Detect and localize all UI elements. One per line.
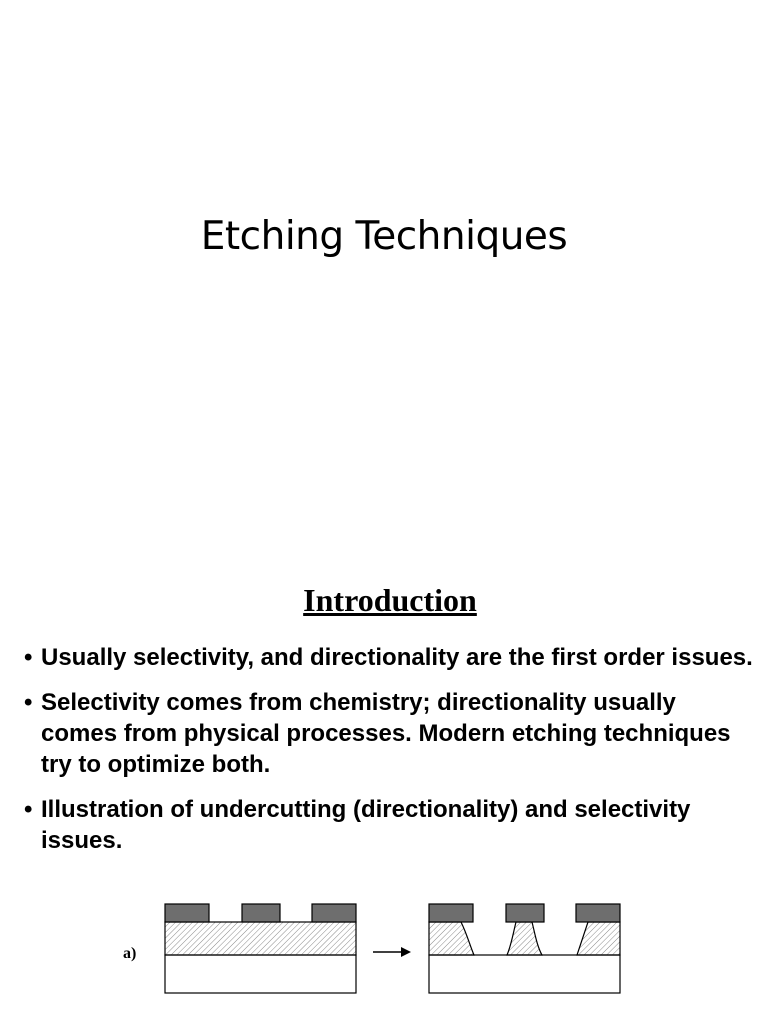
bullet-marker: • — [24, 796, 33, 823]
substrate-layer — [165, 955, 356, 993]
etched-film-right — [577, 922, 620, 955]
substrate-layer — [429, 955, 620, 993]
bullet-item — [24, 794, 754, 856]
mask-block — [165, 904, 209, 922]
mask-block — [506, 904, 544, 922]
bullet-marker: • — [24, 689, 33, 716]
bullet-item — [24, 687, 754, 780]
bullet-text: Selectivity comes from chemistry; directionality usually comes from physical processes. Modern etching techniques try to optimize both. — [41, 689, 731, 778]
mask-block — [429, 904, 473, 922]
mask-block — [576, 904, 620, 922]
arrow-icon — [373, 947, 411, 957]
bullet-text: Illustration of undercutting (directionality) and selectivity issues. — [41, 796, 691, 854]
etched-film-center — [507, 922, 542, 955]
etching-illustration — [0, 895, 768, 1005]
bullet-text: Usually selectivity, and directionality are the first order issues. — [41, 644, 753, 671]
etched-film-left — [429, 922, 474, 955]
bullet-item — [24, 642, 754, 673]
figure-label: a) — [123, 945, 137, 962]
bullet-list — [24, 642, 754, 870]
film-layer — [165, 922, 356, 955]
mask-block — [242, 904, 280, 922]
after-etch-structure — [429, 904, 620, 993]
bullet-marker: • — [24, 644, 33, 671]
before-etch-structure — [165, 904, 356, 993]
mask-block — [312, 904, 356, 922]
slide-title: Etching Techniques — [200, 214, 568, 259]
section-heading: Introduction — [303, 582, 477, 618]
